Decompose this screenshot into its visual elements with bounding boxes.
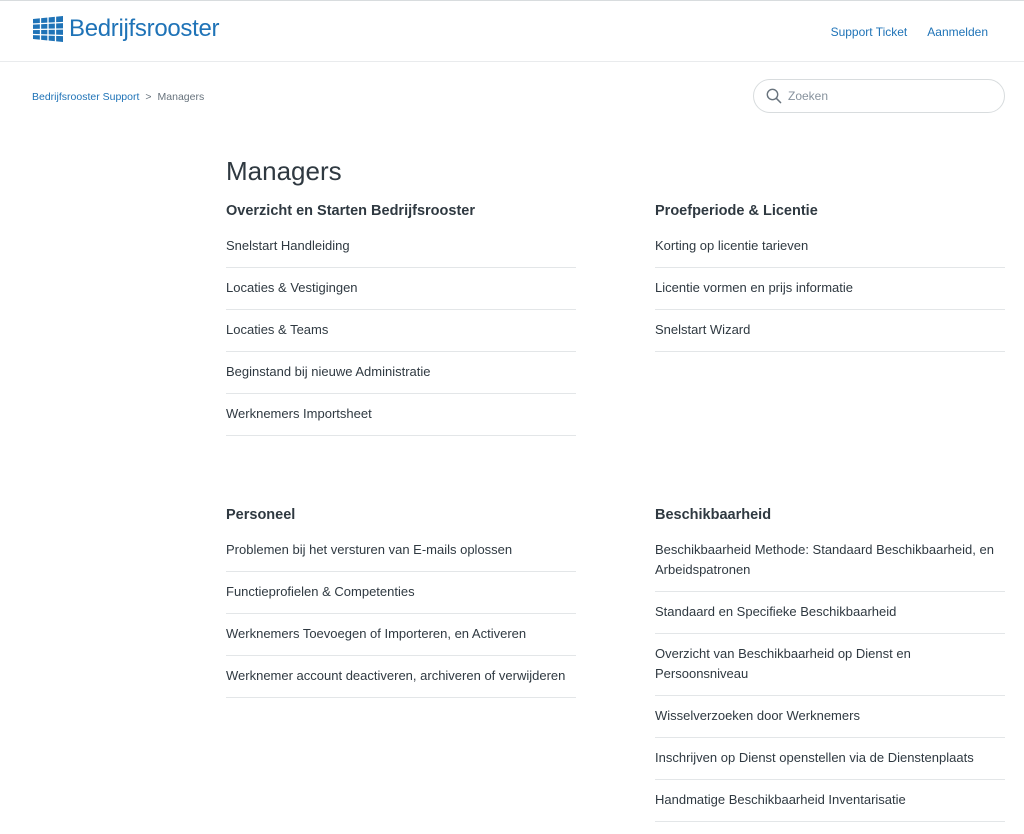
article-link[interactable]: Wisselverzoeken door Werknemers [655,708,860,723]
breadcrumb-separator: > [145,91,152,103]
search-box [753,79,1005,113]
article-list [655,226,1005,352]
article-list-item [655,310,1005,352]
article-list-item [655,530,1005,592]
article-list [655,530,1005,822]
section-proefperiode [655,202,1005,352]
section-overzicht [226,202,576,436]
article-link[interactable]: Werknemers Importsheet [226,406,372,421]
article-list-item [655,226,1005,268]
article-link[interactable]: Overzicht van Beschikbaarheid op Dienst en Persoonsniveau [655,646,911,681]
section-title: Personeel [226,507,296,523]
article-list-item [226,656,576,698]
article-link[interactable]: Inschrijven op Dienst openstellen via de Dienstenplaats [655,750,974,765]
top-nav [811,25,988,39]
section-personeel [226,506,576,698]
article-link[interactable]: Locaties & Vestigingen [226,280,358,295]
section-title: Beschikbaarheid [655,507,772,523]
article-list-item [226,394,576,436]
article-link[interactable]: Beginstand bij nieuwe Administratie [226,364,431,379]
breadcrumb-item-current: Managers [157,91,205,103]
article-list-item [226,530,576,572]
article-list-item [226,226,576,268]
article-list [226,530,576,698]
search-icon [766,88,782,104]
article-link[interactable]: Snelstart Wizard [655,322,751,337]
article-list-item [226,352,576,394]
article-list-item [226,572,576,614]
article-link[interactable]: Handmatige Beschikbaarheid Inventarisatie [655,792,906,807]
home-logo-link[interactable] [32,15,219,43]
article-list-item [655,268,1005,310]
article-list-item [655,592,1005,634]
section-title: Overzicht en Starten Bedrijfsrooster [226,203,475,219]
article-link[interactable]: Snelstart Handleiding [226,238,350,253]
article-list-item [655,634,1005,696]
article-list-item [226,268,576,310]
article-list-item [655,696,1005,738]
article-link[interactable]: Werknemer account deactiveren, archiveren of verwijderen [226,668,566,683]
brand-name: Bedrijfsrooster [69,15,220,42]
sign-in-link[interactable]: Aanmelden [927,25,988,39]
section-beschikbaarheid [655,506,1005,822]
article-link[interactable]: Licentie vormen en prijs informatie [655,280,853,295]
article-link[interactable]: Problemen bij het versturen van E-mails oplossen [226,542,513,557]
article-list [226,226,576,436]
article-list-item [226,614,576,656]
article-link[interactable]: Werknemers Toevoegen of Importeren, en Activeren [226,626,527,641]
article-link[interactable]: Standaard en Specifieke Beschikbaarheid [655,604,897,619]
support-ticket-link[interactable]: Support Ticket [830,25,908,39]
article-list-item [226,310,576,352]
article-list-item [655,738,1005,780]
article-link[interactable]: Beschikbaarheid Methode: Standaard Beschikbaarheid, en Arbeidspatronen [655,542,994,577]
breadcrumb [32,91,204,103]
breadcrumb-item-support[interactable]: Bedrijfsrooster Support [32,91,140,103]
article-link[interactable]: Korting op licentie tarieven [655,238,809,253]
article-list-item [655,780,1005,822]
article-link[interactable]: Functieprofielen & Competenties [226,584,415,599]
article-link[interactable]: Locaties & Teams [226,322,329,337]
site-header [0,1,1024,62]
section-title: Proefperiode & Licentie [655,203,818,219]
page-title: Managers [226,156,342,186]
search-input[interactable] [788,87,993,105]
grid-logo-icon [32,15,64,43]
